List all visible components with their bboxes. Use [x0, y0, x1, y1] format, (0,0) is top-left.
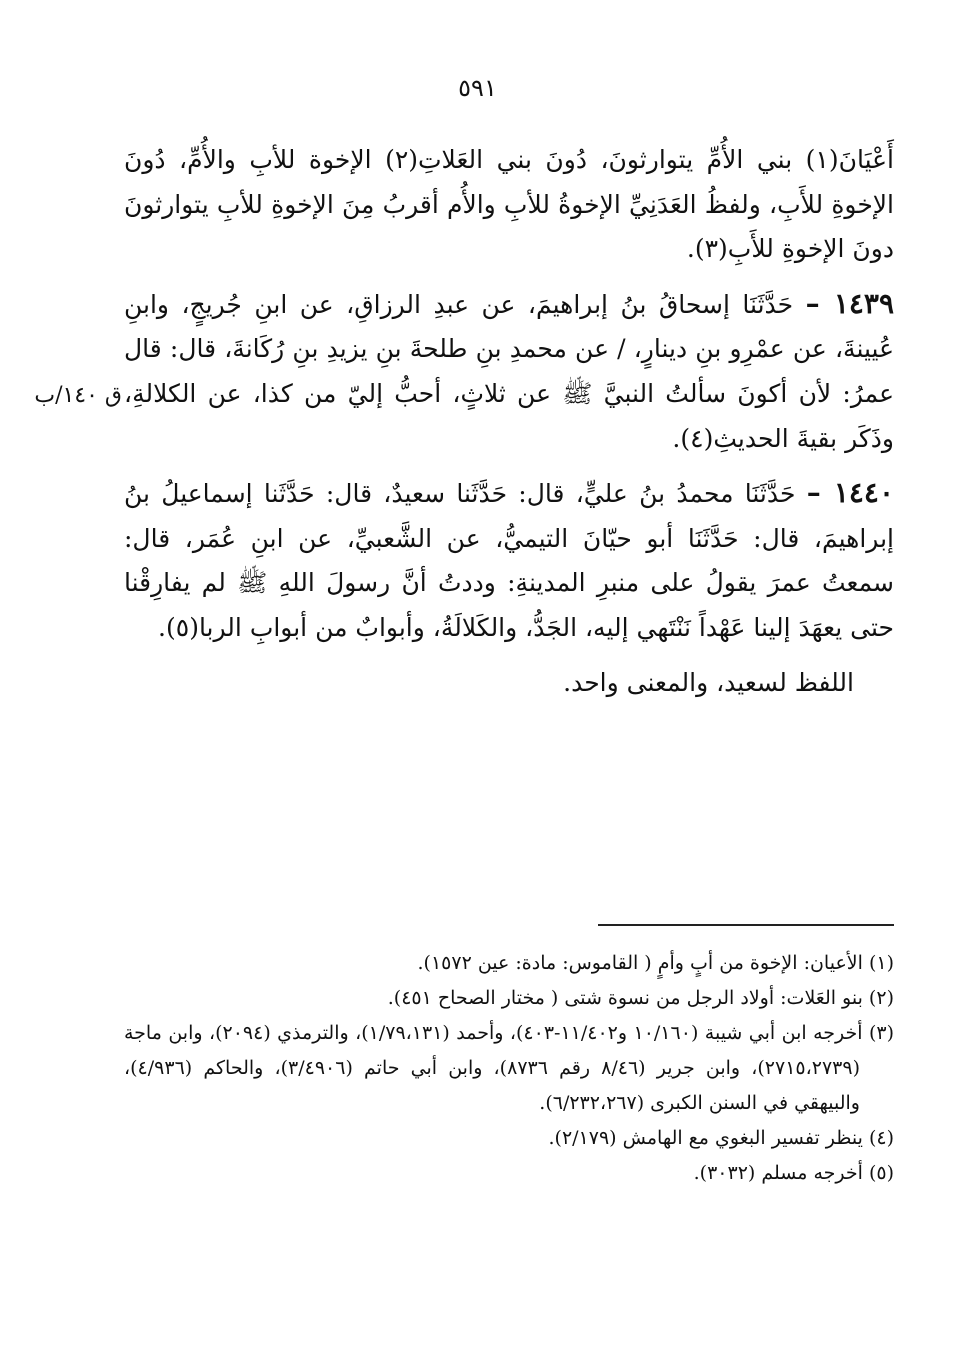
- footnote: (١) الأعيان: الإخوة من أبٍ وأمٍ ( القاموس: مادة: عين ١٥٧٢).: [417, 952, 894, 974]
- hadith-number: ١٤٤٠ –: [806, 476, 894, 510]
- closing-remark: اللفظ لسعيد، والمعنى واحد.: [563, 667, 854, 697]
- main-text: [124, 138, 894, 715]
- hadith-1439: [124, 282, 894, 461]
- hadith-1440: [124, 471, 894, 650]
- footnote: (٥) أخرجه مسلم (٣٠٣٢).: [693, 1162, 894, 1184]
- hadith-number: ١٤٣٩ –: [805, 286, 894, 320]
- hadith-text: حَدَّثَنَا محمدُ بنُ عليٍّ، قال: حَدَّثَنا سعيدٌ، قال: حَدَّثَنا إسماعيلُ بنُ إبراهيمَ، قال: حَدَّثَنَا أبو حيّانَ التيميُّ، عن الشَّعبيِّ، عن ابنِ عُمَر، قال: سمعتُ عمرَ يقولُ على منبرِ المدينةِ: وددتُ أنَّ رسولَ اللهِ ﷺ لم يفارِقْنا حتى يعهَدَ إلينا عَهْداً نَنْتَهي إليه، الجَدُّ، والكَلالَةُ، وأبوابٌ من أبوابِ الربا(٥).: [124, 479, 894, 642]
- footnote: (٣) أخرجه ابن أبي شيبة (١٠/١٦٠ و١١/٤٠٢-٤٠٣)، وأحمد (١/٧٩،١٣١)، والترمذي (٢٠٩٤)، وابن ماجة (٢٧١٥،٢٧٣٩)، وابن جرير (٨/٤٦ رقم ٨٧٣٦)، وابن أبي حاتم (٣/٤٩٠٦)، والحاكم (٤/٩٣٦)، والبيهقي في السنن الكبرى (٦/٢٣٢،٢٦٧).: [124, 1022, 894, 1114]
- footnote: (٢) بنو العَلات: أولاد الرجل من نسوة شتى ( مختار الصحاح ٤٥١).: [387, 987, 894, 1009]
- page-number: ٥٩١: [458, 74, 497, 102]
- manuscript-folio-note: ق ١٤٠/ب: [34, 383, 122, 408]
- hadith-text: حَدَّثَنَا إسحاقُ بنُ إبراهيمَ، عن عبدِ الرزاقِ، عن ابنِ جُريجٍ، وابنِ عُيينةَ، عن عمْرِو بنِ دينارٍ، / عن محمدِ بنِ طلحةَ بنِ يزيدِ بنِ رُكَانةَ، قال: قال عمرُ: لأن أكونَ سألتُ النبيَّ ﷺ عن ثلاثٍ، أحبُّ إليّ من كذا، عن الكلالةِ، وذَكَر بقيةَ الحديثِ(٤).: [124, 289, 894, 453]
- footnote: (٤) ينظر تفسير البغوي مع الهامش (٢/١٧٩).: [548, 1127, 894, 1149]
- footnotes-list: [124, 946, 894, 1191]
- paragraph-continuation: أَعْيَانَ(١) بني الأُمِّ يتوارثونَ، دُونَ بني العَلاتِ(٢) الإخوة للأبِ والأُمِّ، دُونَ الإخوةِ للأَبِ، ولفظُ العَدَنِيِّ الإخوةُ للأبِ والأُم أقربُ مِنَ الإخوةِ للأبِ يتوارثونَ دونَ الإخوةِ للأَبِ(٣).: [124, 145, 894, 264]
- footnote-separator: [598, 924, 894, 926]
